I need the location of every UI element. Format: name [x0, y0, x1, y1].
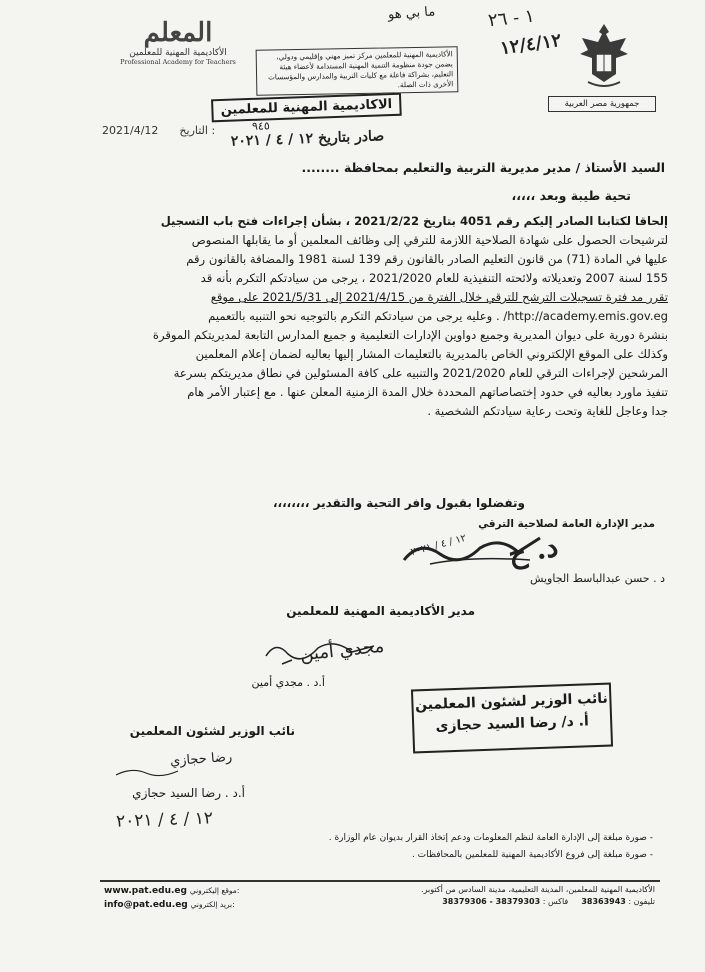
deputy-minister-title: نائب الوزير لشئون المعلمين: [129, 724, 295, 738]
handwritten-note: ما بي هو: [387, 4, 436, 23]
outgoing-stamp-issued: صادر بتاريخ ١٢ / ٤ / ٢٠٢١: [230, 128, 385, 150]
academy-director-handwriting: مجدي أمين: [299, 635, 386, 666]
body-line: إلحاقا لكتابنا الصادر إليكم رقم 4051 بتاريخ 2021/2/22 ، بشأن إجراءات فتح باب التسجيل: [160, 214, 668, 228]
body-line: بنشرة دورية على ديوان المديرية وجميع دواوين الإدارات التعليمية و جميع المدارس التابعة لمديريتكم الموقرة: [152, 328, 668, 342]
handwritten-ref: ١ - ٢٦: [487, 5, 536, 32]
promotion-dept-name: د . حسن عبدالباسط الجاويش: [529, 572, 665, 585]
greeting: تحية طيبة وبعد ،،،،،: [511, 188, 631, 203]
footer-contact-web: [104, 884, 239, 912]
copy-item: - صورة مبلغة إلى فروع الأكاديمية المهنية للمعلمين بالمحافظات .: [411, 850, 653, 860]
outgoing-stamp-number: ٩٤٥: [251, 119, 270, 133]
deputy-stamp-line2: أ. د/ رضا السيد حجازى: [435, 713, 590, 735]
addressee: السيد الأستاذ / مدير مديرية التربية والتعليم بمحافظة ........: [301, 160, 665, 175]
academy-name-en: Professional Academy for Teachers: [120, 58, 236, 66]
academy-director-title: مدير الأكاديمية المهنية للمعلمين: [286, 604, 475, 618]
outgoing-stamp: [211, 93, 403, 158]
handwritten-date: ١٢/٤/١٢: [498, 29, 563, 60]
body-line: http://academy.emis.gov.eg/ . وعليه يرجى من سيادتكم التكرم بالتوجيه نحو التنبيه بالتعميم: [208, 309, 668, 323]
signature-scribble: [112, 764, 182, 783]
body-line: تنفيذ ماورد بعاليه في حدود إختصاصاتهم المحددة خلال المدة الزمنية المعلن عنها . مع إعتبار الأمر هام: [187, 385, 668, 399]
footer-address-block: [365, 884, 655, 908]
copies-list: [133, 830, 653, 864]
egypt-eagle-emblem: [576, 20, 632, 92]
date-value: 2021/4/12: [102, 124, 159, 137]
footer-address: الأكاديمية المهنية للمعلمين، المدينة التعليمية، مدينة السادس من أكتوبر.: [421, 885, 655, 894]
body-line: لترشيحات الحصول على شهادة الصلاحية اللازمة للترقي إلى وظائف المعلمين أو ما يقابلها المنصوص: [191, 233, 668, 247]
deputy-minister-hand-date: ١٢ / ٤ / ٢٠٢١: [115, 808, 214, 832]
body-line: وكذلك على الموقع الإلكتروني الخاص بالمديرية بالتعليمات المشار إليها بعاليه لضمان إعلام المعلمين: [195, 347, 668, 361]
date-line: [102, 124, 215, 137]
academy-logo-mark: المعلم: [143, 18, 213, 48]
footer-email: info@pat.edu.eg: [104, 900, 188, 910]
signature-scribble: [400, 530, 550, 574]
academy-director-name: أ.د . مجدي أمين: [251, 676, 325, 689]
footer-website-label: موقع إليكتروني:: [189, 886, 240, 895]
academy-description: الأكاديمية المهنية للمعلمين مركز تميز مهني وإقليمي ودولي، يضمن جودة منظومة التنمية المهنية المستدامة لأعضاء هيئة التعليم، بشراكة فاعلة مع كليات التربية والمدارس والمؤسسات الأخرى ذات الصلة.: [256, 46, 459, 96]
deputy-stamp-line1: نائب الوزير لشئون المعلمين: [414, 690, 609, 714]
signature-scribble: [262, 636, 382, 676]
body-line: المرشحين لإجراءات الترقي للعام 2021/2020 والتنبيه على كافة المسئولين في نطاق مديريتكم بسرعة: [173, 366, 668, 380]
deputy-minister-stamp: [411, 683, 613, 754]
copy-item: - صورة مبلغة إلى الإدارة العامة لنظم المعلومات ودعم إتخاذ القرار بديوان عام الوزارة .: [328, 833, 653, 843]
footer-phones: تليفون : 38363943 فاكس : 38379303 - 38379306: [442, 897, 655, 906]
body-line: تقرر مد فترة تسجيلات الترشح للترقي خلال الفترة من 2021/4/15 إلى 2021/5/31 على موقع: [210, 290, 668, 304]
deputy-minister-handwriting: رضا حجازي: [169, 749, 233, 770]
body-line: 155 لسنة 2007 وتعديلاته ولائحته التنفيذية للعام 2021/2020 ، يرجى من سيادتكم التكرم بأنه قد: [200, 271, 668, 285]
body-line: جدا وعاجل للغاية وتحت رعاية سيادتكم الشخصية .: [427, 404, 668, 418]
closing: وتفضلوا بقبول وافر التحية والتقدير ،،،،،،،،: [272, 496, 525, 510]
academy-logo: [118, 18, 238, 66]
footer-divider: [100, 880, 660, 882]
footer-website: www.pat.edu.eg: [104, 886, 187, 896]
date-label: التاريخ :: [179, 124, 216, 137]
promotion-dept-stamp-date: ١٢ / ٤ / ٢٠٢١: [409, 532, 468, 559]
outgoing-stamp-title: الاكاديمية المهنية للمعلمين: [211, 93, 402, 123]
footer-email-row: [104, 898, 239, 912]
body-line: عليها في المادة (71) من قانون التعليم الصادر بالقانون رقم 139 لسنة 1981 والمضافة بالقانون رقم: [186, 252, 668, 266]
footer-email-label: بريد إلكتروني:: [190, 900, 235, 909]
letter-body: [84, 212, 668, 421]
country-name-box: جمهورية مصر العربية: [548, 96, 656, 112]
deputy-minister-name: أ.د . رضا السيد حجازي: [132, 786, 245, 800]
promotion-dept-title: مدير الإدارة العامة لصلاحية الترقي: [478, 518, 655, 530]
academy-name-ar: الأكاديمية المهنية للمعلمين: [129, 48, 227, 58]
promotion-dept-handwriting: د. ح: [505, 529, 561, 572]
footer-website-row: [104, 884, 239, 898]
